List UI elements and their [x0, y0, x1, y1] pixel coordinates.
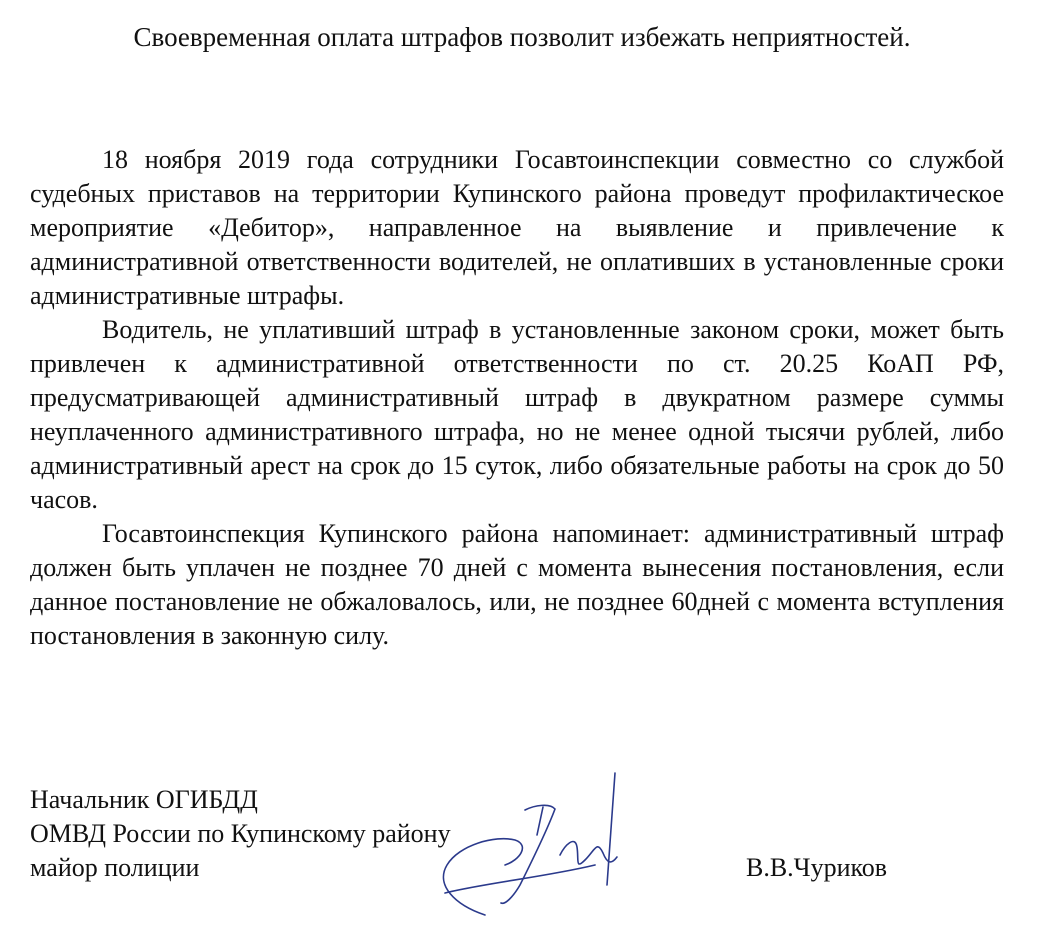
- document-title: Своевременная оплата штрафов позволит избежать неприятностей.: [133, 22, 911, 52]
- signatory-title-line-1: Начальник ОГИБДД: [30, 785, 258, 814]
- paragraph-3: Госавтоинспекция Купинского района напоминает: административный штраф должен быть уплачен не позднее 70 дней с момента вынесения постановления, если данное постановление не обжаловалось, или, не позднее 60дней с момента вступления постановления в законную силу.: [30, 519, 1004, 650]
- signatory-rank: майор полиции: [30, 853, 200, 882]
- paragraph-2: Водитель, не уплативший штраф в установленные законом сроки, может быть привлечен к административной ответственности по ст. 20.25 КоАП РФ, предусматривающей административный штраф в двукратном размере суммы неуплаченного административного штрафа, но не менее одной тысячи рублей, либо административный арест на срок до 15 суток, либо обязательные работы на срок до 50 часов.: [30, 315, 1004, 514]
- signatory-position: [30, 783, 451, 885]
- handwritten-signature: [425, 765, 645, 925]
- signatory-title-line-2: ОМВД России по Купинскому району: [30, 819, 451, 848]
- paragraph-1: 18 ноября 2019 года сотрудники Госавтоинспекции совместно со службой судебных приставов на территории Купинского района проведут профилактическое мероприятие «Дебитор», направленное на выявление и привлечение к административной ответственности водителей, не оплативших в установленные сроки административные штрафы.: [30, 145, 1004, 310]
- signatory-name: В.В.Чуриков: [746, 853, 888, 882]
- document-body: [30, 143, 1004, 653]
